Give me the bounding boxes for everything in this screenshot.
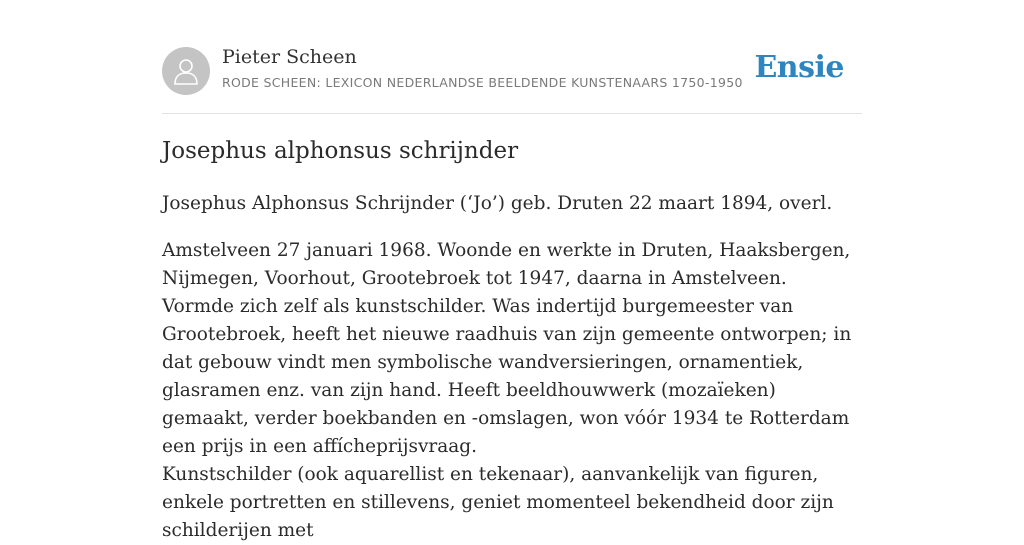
- article-paragraph: Kunstschilder (ook aquarellist en tekenaar), aanvankelijk van figuren, enkele portretten en stillevens, geniet momenteel bekendheid door zijn schilderijen met: [162, 464, 834, 541]
- article-paragraph: Josephus Alphonsus Schrijnder (‘Jo’) geb. Druten 22 maart 1894, overl.: [162, 193, 833, 214]
- author-avatar[interactable]: [162, 47, 210, 95]
- article-title: Josephus alphonsus schrijnder: [162, 138, 519, 164]
- brand-logo[interactable]: Ensie: [754, 50, 844, 85]
- user-icon: [173, 57, 199, 85]
- article-paragraph: Amstelveen 27 januari 1968. Woonde en werkte in Druten, Haaksbergen, Nijmegen, Voorhout, Grootebroek tot 1947, daarna in Amstelveen. Vormde zich zelf als kunstschilder. Was indertijd burgemeester van Grootebroek, heeft het nieuwe raadhuis van zijn gemeente ontworpen; in dat gebouw vindt men symbolische wandversieringen, ornamentiek, glasramen enz. van zijn hand. Heeft beeldhouwwerk (mozaïeken) gemaakt, verder boekbanden en -omslagen, won vóór 1934 te Rotterdam een prijs in een affícheprijsvraag.: [162, 240, 852, 457]
- source-name[interactable]: RODE SCHEEN: LEXICON NEDERLANDSE BEELDENDE KUNSTENAARS 1750-1950: [222, 75, 743, 90]
- author-name[interactable]: Pieter Scheen: [222, 46, 357, 68]
- article-header: [162, 44, 862, 114]
